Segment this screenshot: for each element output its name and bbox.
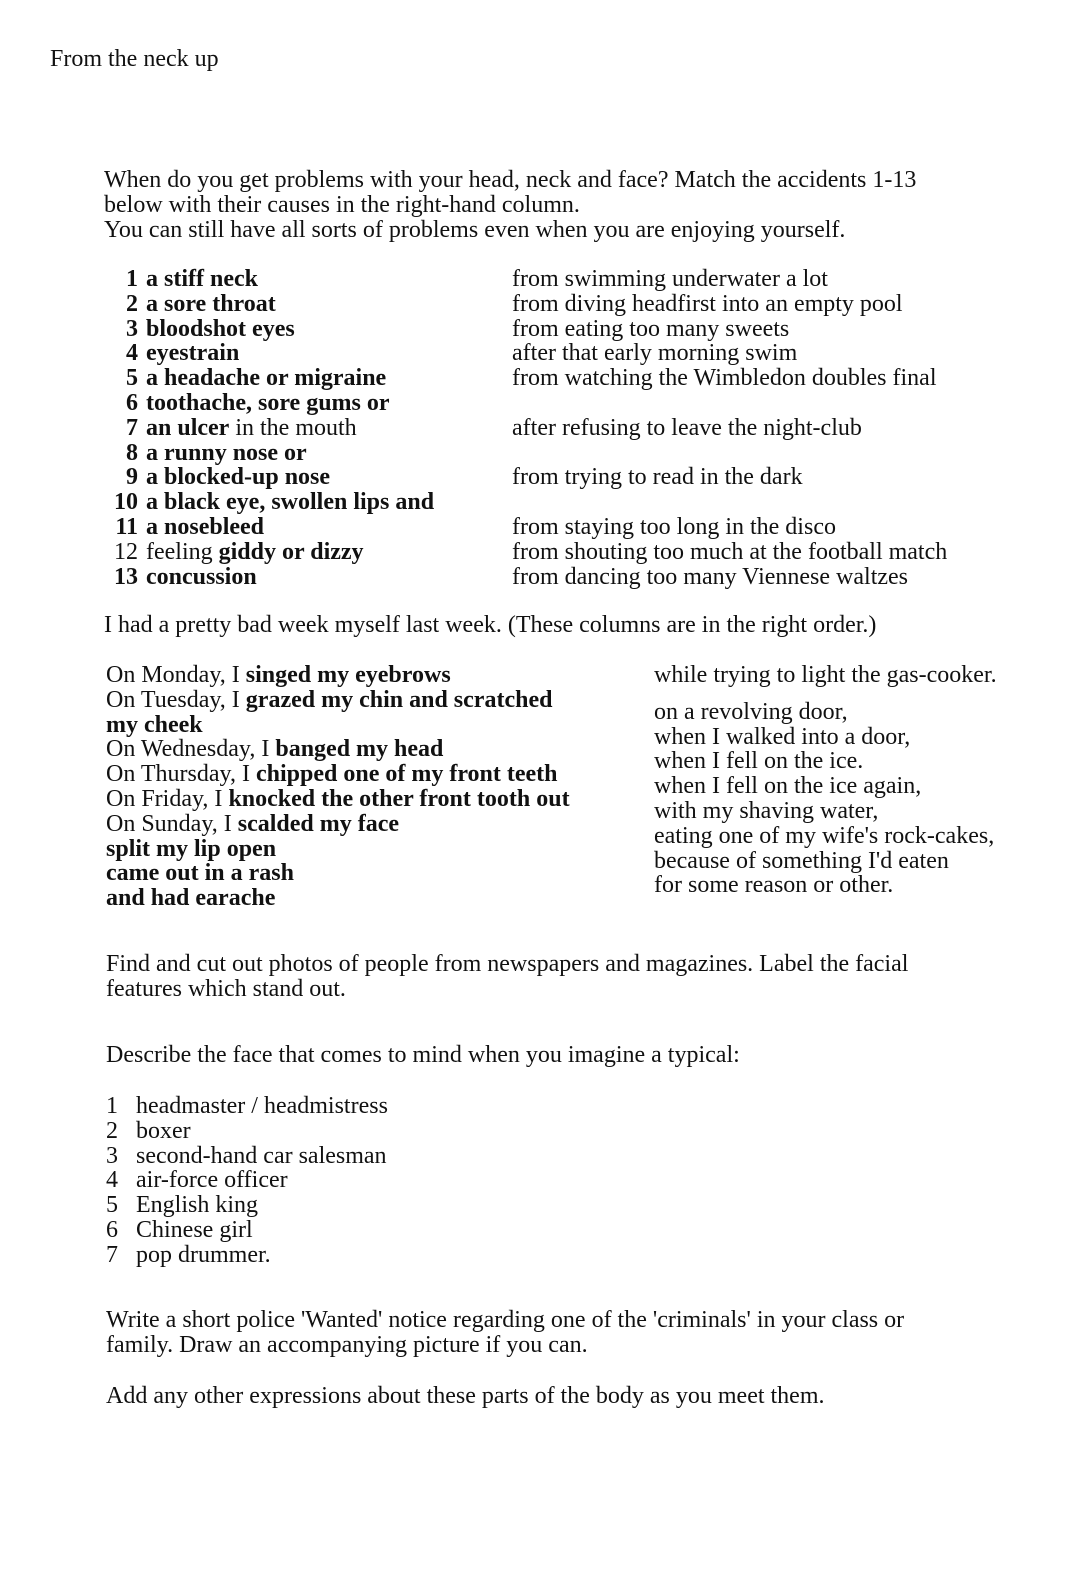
ailment-item: 8 a runny nose or	[126, 439, 307, 466]
week-intro: I had a pretty bad week myself last week. (These columns are in the right order.)	[104, 612, 877, 638]
week-reason: because of something I'd eaten	[654, 847, 949, 874]
intro-line: When do you get problems with your head, neck and face? Match the accidents 1-13	[104, 167, 917, 193]
intro-paragraph	[104, 168, 1004, 243]
week-reason: when I fell on the ice again,	[654, 773, 922, 800]
photos-task-line: Find and cut out photos of people from newspapers and magazines. Label the facial	[106, 951, 909, 977]
ailment-item: 10 a black eye, swollen lips and	[114, 489, 435, 516]
week-reason: while trying to light the gas-cooker.	[654, 662, 997, 688]
intro-line: You can still have all sorts of problems even when you are enjoying yourself.	[104, 217, 846, 243]
ailments-column	[104, 267, 434, 589]
week-event: On Monday, I singed my eyebrows	[106, 662, 451, 688]
list-item: 1 headmaster / headmistress	[106, 1093, 388, 1119]
week-reason: eating one of my wife's rock-cakes,	[654, 822, 995, 849]
week-reason: with my shaving water,	[654, 797, 879, 824]
intro-line: below with their causes in the right-hand column.	[104, 192, 580, 218]
cause-item: after refusing to leave the night-club	[512, 414, 862, 441]
cause-item: from dancing too many Viennese waltzes	[512, 563, 908, 590]
ailment-item: 6 toothache, sore gums or	[126, 389, 390, 416]
cause-item	[512, 490, 947, 515]
week-event: On Sunday, I scalded my face	[106, 810, 400, 837]
list-item: 7 pop drummer.	[106, 1241, 271, 1268]
week-reason	[654, 688, 997, 700]
week-event: and had earache	[106, 885, 276, 912]
week-reasons-column	[654, 663, 997, 898]
ailment-item: 11 a nosebleed	[115, 513, 265, 540]
week-event: On Wednesday, I banged my head	[106, 736, 444, 763]
list-item: 2 boxer	[106, 1117, 191, 1144]
cause-item	[512, 391, 947, 416]
final-task: Add any other expressions about these parts of the body as you meet them.	[106, 1383, 825, 1409]
week-event: On Thursday, I chipped one of my front teeth	[106, 761, 558, 788]
ailment-item: 9 a blocked-up nose	[126, 464, 331, 491]
wanted-task-line: family. Draw an accompanying picture if you can.	[106, 1332, 588, 1358]
photos-task-line: features which stand out.	[106, 976, 346, 1002]
week-event: my cheek	[106, 711, 203, 738]
cause-item: from staying too long in the disco	[512, 513, 836, 540]
cause-item: from diving headfirst into an empty pool	[512, 290, 903, 317]
page-title: From the neck up	[50, 46, 219, 72]
cause-item: from watching the Wimbledon doubles final	[512, 365, 937, 392]
cause-item: from trying to read in the dark	[512, 464, 803, 491]
wanted-task-line: Write a short police 'Wanted' notice regarding one of the 'criminals' in your class or	[106, 1307, 905, 1333]
week-events-column	[106, 663, 570, 911]
ailment-item: 3 bloodshot eyes	[126, 315, 295, 342]
typical-people-list	[106, 1094, 388, 1268]
cause-item: from shouting too much at the football match	[512, 538, 948, 565]
cause-item: from swimming underwater a lot	[512, 266, 828, 292]
week-reason: when I fell on the ice.	[654, 748, 864, 775]
week-reason: for some reason or other.	[654, 872, 894, 899]
cause-item: after that early morning swim	[512, 340, 798, 367]
list-item: 4 air-force officer	[106, 1167, 288, 1194]
week-reason: when I walked into a door,	[654, 723, 911, 750]
ailment-item: 2 a sore throat	[126, 290, 276, 317]
describe-intro: Describe the face that comes to mind when you imagine a typical:	[106, 1042, 740, 1068]
ailment-item: 13 concussion	[114, 563, 257, 590]
ailment-item: 5 a headache or migraine	[126, 365, 387, 392]
ailment-item: 4 eyestrain	[126, 340, 240, 367]
list-item: 6 Chinese girl	[106, 1216, 253, 1243]
ailment-item: 12 feeling giddy or dizzy	[114, 538, 364, 565]
week-reason: on a revolving door,	[654, 698, 848, 725]
cause-item: from eating too many sweets	[512, 315, 790, 342]
wanted-task	[106, 1308, 1006, 1358]
ailment-item: 7 an ulcer in the mouth	[126, 414, 357, 441]
ailment-item: 1 a stiff neck	[126, 266, 258, 292]
week-event: split my lip open	[106, 835, 277, 862]
cause-item	[512, 441, 947, 466]
list-item: 3 second-hand car salesman	[106, 1142, 387, 1169]
week-event: came out in a rash	[106, 860, 294, 887]
list-item: 5 English king	[106, 1192, 259, 1219]
week-event: On Friday, I knocked the other front tooth out	[106, 785, 570, 812]
photos-task	[106, 952, 1006, 1002]
week-event: On Tuesday, I grazed my chin and scratched	[106, 686, 553, 713]
causes-column	[512, 267, 947, 589]
